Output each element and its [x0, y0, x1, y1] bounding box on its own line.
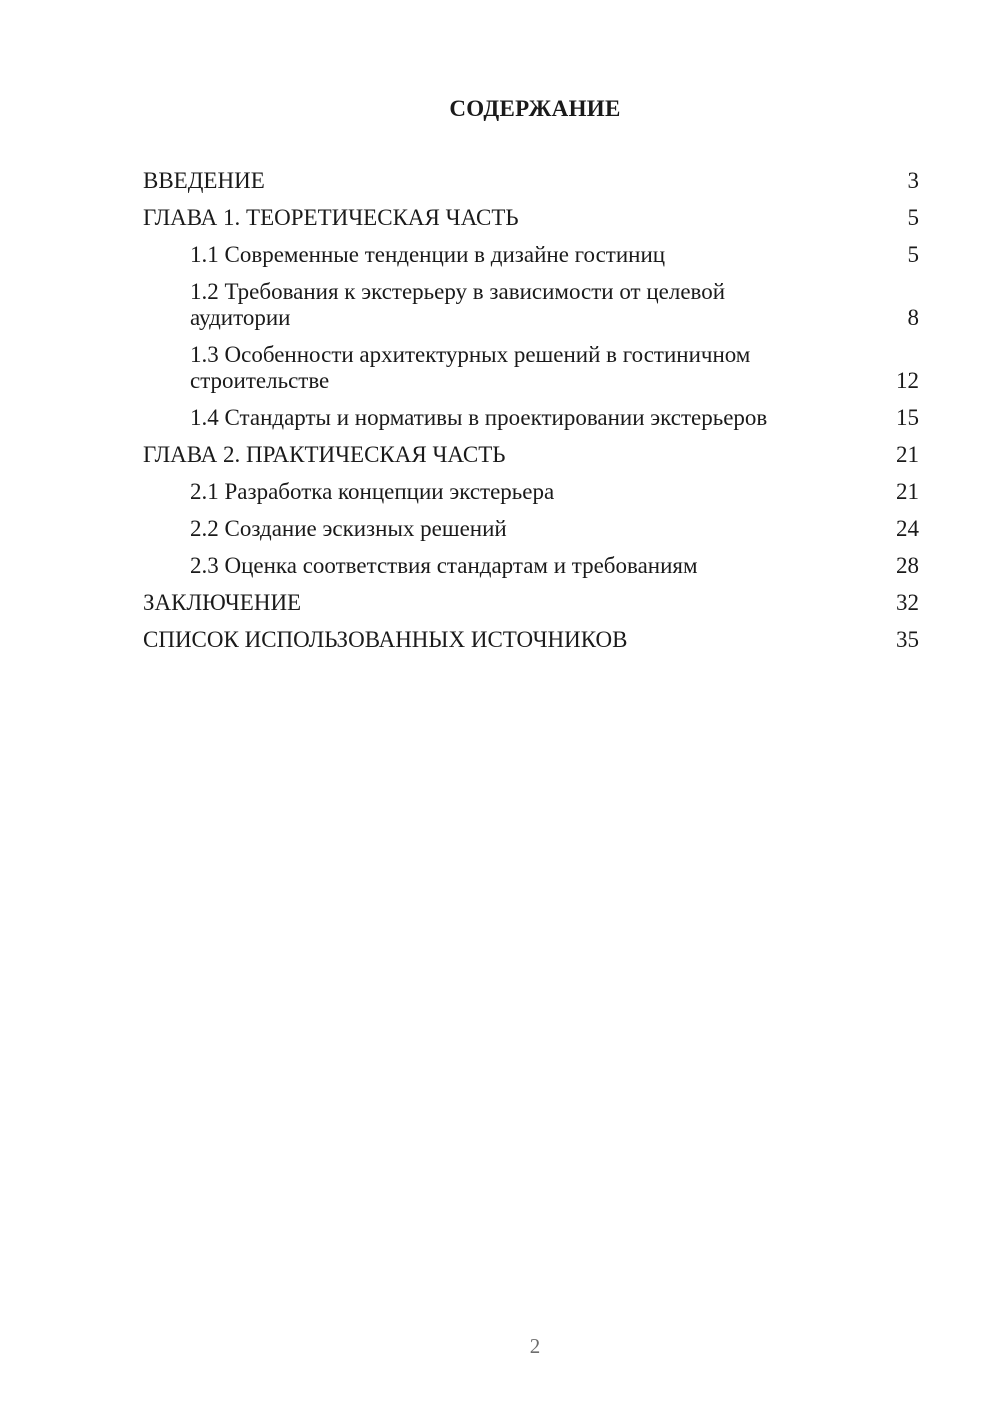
table-of-contents: [143, 168, 919, 664]
toc-entry-section-1-3: [143, 342, 919, 394]
toc-entry-chapter-1: [143, 205, 919, 231]
toc-entry-references: [143, 627, 919, 653]
toc-entry-label: ГЛАВА 2. ПРАКТИЧЕСКАЯ ЧАСТЬ: [143, 442, 506, 467]
toc-entry-page: 15: [896, 405, 919, 430]
toc-entry-section-1-2: [143, 279, 919, 331]
toc-entry-section-1-1: [143, 242, 919, 268]
toc-entry-label: ЗАКЛЮЧЕНИЕ: [143, 590, 302, 615]
page-number: 2: [529, 1334, 541, 1358]
toc-entry-page: 21: [896, 442, 919, 467]
toc-entry-label: ГЛАВА 1. ТЕОРЕТИЧЕСКАЯ ЧАСТЬ: [143, 205, 519, 230]
toc-entry-label: 2.3 Оценка соответствия стандартам и требованиям: [190, 553, 698, 578]
toc-entry-page: 8: [907, 305, 919, 330]
toc-entry-label: ВВЕДЕНИЕ: [143, 168, 265, 193]
toc-entry-label: 2.2 Создание эскизных решений: [190, 516, 507, 541]
toc-entry-page: 28: [896, 553, 919, 578]
toc-entry-chapter-2: [143, 442, 919, 468]
toc-entry-label: 2.1 Разработка концепции экстерьера: [190, 479, 555, 504]
toc-entry-page: 3: [907, 168, 919, 193]
toc-entry-section-2-1: [143, 479, 919, 505]
page-title: СОДЕРЖАНИЕ: [449, 96, 621, 121]
toc-entry-page: 21: [896, 479, 919, 504]
toc-entry-conclusion: [143, 590, 919, 616]
toc-entry-section-2-3: [143, 553, 919, 579]
toc-entry-page: 5: [907, 242, 919, 267]
toc-entry-section-2-2: [143, 516, 919, 542]
toc-entry-introduction: [143, 168, 919, 194]
toc-entry-page: 5: [907, 205, 919, 230]
toc-entry-page: 12: [896, 368, 919, 393]
toc-entry-page: 35: [896, 627, 919, 652]
toc-entry-label: 1.1 Современные тенденции в дизайне гостиниц: [190, 242, 666, 267]
toc-entry-label: 1.2 Требования к экстерьеру в зависимости от целевой аудитории: [190, 279, 726, 330]
toc-entry-page: 32: [896, 590, 919, 615]
toc-entry-label: СПИСОК ИСПОЛЬЗОВАННЫХ ИСТОЧНИКОВ: [143, 627, 628, 652]
toc-entry-label: 1.4 Стандарты и нормативы в проектировании экстерьеров: [190, 405, 768, 430]
toc-entry-section-1-4: [143, 405, 919, 431]
toc-entry-page: 24: [896, 516, 919, 541]
toc-entry-label: 1.3 Особенности архитектурных решений в гостиничном строительстве: [190, 342, 751, 393]
